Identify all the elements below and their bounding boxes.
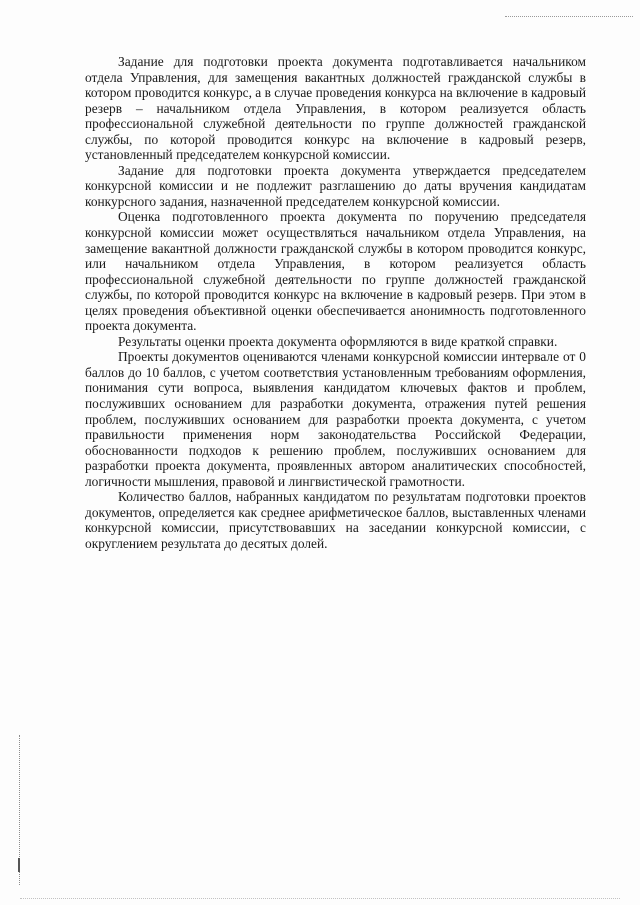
paragraph-score-calculation: Количество баллов, набранных кандидатом по результатам подготовки проектов документов, определяется как среднее арифметическое баллов, выставленных членами конкурсной комиссии, присутствовавших на заседании конкурсной комиссии, с округлением результата до десятых долей. (85, 489, 586, 551)
paragraph-task-preparation: Задание для подготовки проекта документа подготавливается начальником отдела Управления, для замещения вакантных должностей гражданской службы в котором проводится конкурс, а в случае проведения конкурса на включение в кадровый резерв – начальником отдела Управления, в котором реализуется область профессиональной служебной деятельности по группе должностей гражданской службы, по которой проводится конкурс на включение в кадровый резерв, установленный председателем конкурсной комиссии. (85, 54, 586, 163)
document-body (85, 54, 586, 552)
paragraph-evaluation: Оценка подготовленного проекта документа по поручению председателя конкурсной комиссии может осуществляться начальником отдела Управления, на замещение вакантной должности гражданской службы в котором проводится конкурс, или начальником отдела Управления, в котором реализуется область профессиональной служебной деятельности по группе должностей гражданской службы, по которой проводится конкурс на включение в кадровый резерв. При этом в целях проведения объективной оценки обеспечивается анонимность подготовленного проекта документа. (85, 209, 586, 334)
scan-bottom-rule (20, 898, 620, 899)
scan-top-rule (505, 16, 633, 17)
paragraph-results: Результаты оценки проекта документа оформляются в виде краткой справки. (118, 333, 558, 349)
scan-left-tick (18, 858, 20, 872)
paragraph-task-approval: Задание для подготовки проекта документа утверждается председателем конкурсной комиссии и не подлежит разглашению до даты вручения кандидатам конкурсного задания, назначенной председателем конкурсной комиссии. (85, 162, 586, 209)
paragraph-scoring-criteria: Проекты документов оцениваются членами конкурсной комиссии интервале от 0 баллов до 10 баллов, с учетом соответствия установленным требованиям оформления, понимания сути вопроса, выявления кандидатом ключевых фактов и проблем, послуживших основанием для разработки документа, отражения путей решения проблем, послуживших основанием для разработки проекта документа, с учетом правильности применения норм законодательства Российской Федерации, обоснованности подходов к решению проблем, послуживших основанием для разработки проекта документа, проявленных автором аналитических способностей, логичности мышления, правовой и лингвистической грамотности. (85, 349, 586, 489)
